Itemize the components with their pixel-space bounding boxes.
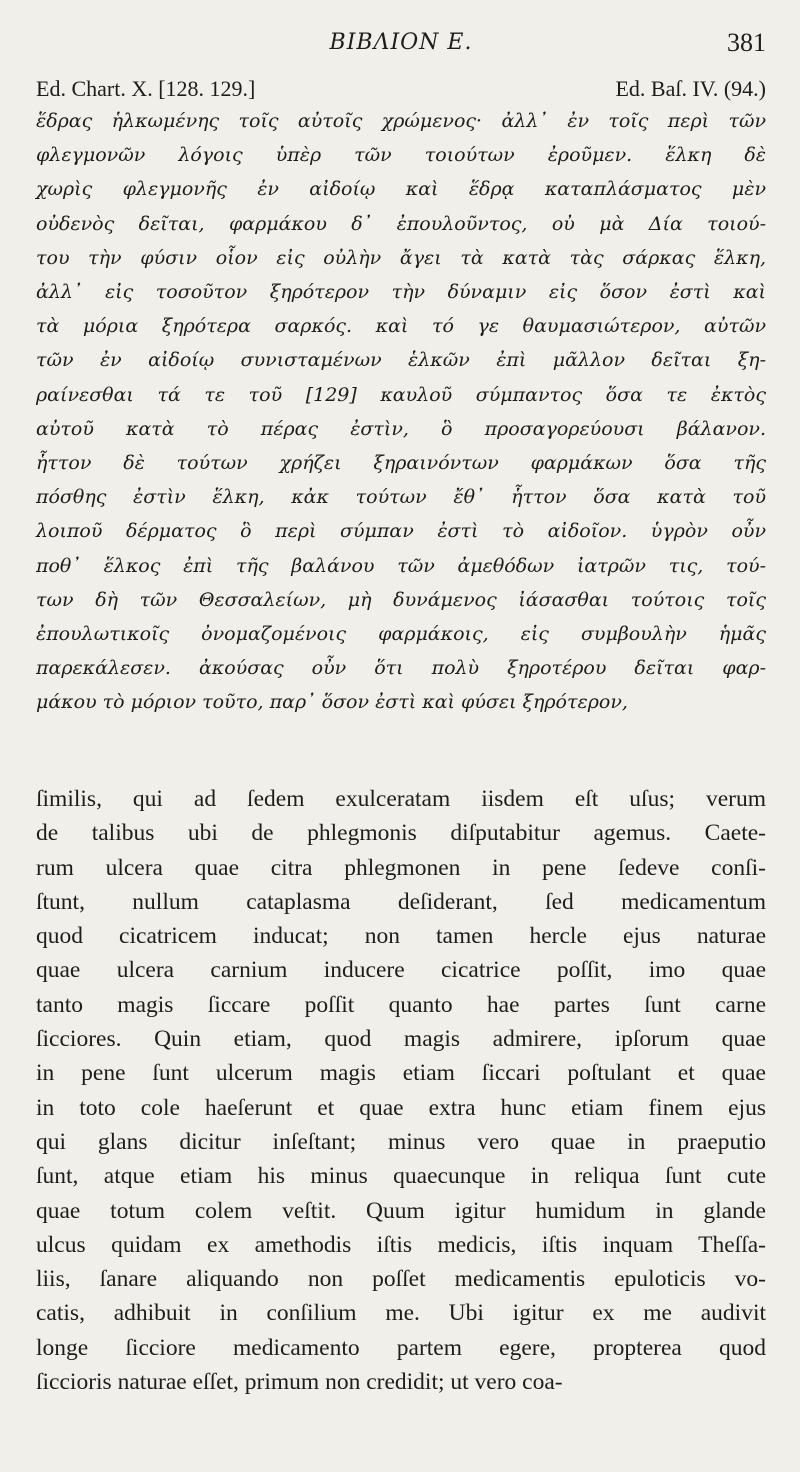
latin-text-line: ſiccioris naturae eſſet, primum non credidit; ut vero coa- — [36, 1369, 563, 1396]
latin-text-line: ſimilis, qui ad ſedem exulceratam iisdem eſt uſus; verum — [36, 786, 766, 812]
latin-text-line: ſtunt, nullum cataplasma deſiderant, ſed medicamentum — [36, 888, 766, 915]
greek-text-line: ραίνεσθαι τά τε τοῦ [129] καυλοῦ σύμπαντος ὅσα τε ἐκτὸς — [36, 383, 766, 406]
edition-basel: Ed. Baſ. IV. (94.) — [615, 76, 766, 101]
book-title: ΒΙΒΛΙΟΝ Ε. — [329, 30, 473, 55]
greek-text-line: αὐτοῦ κατὰ τὸ πέρας ἐστὶν, ὃ προσαγορεύουσι βάλανον. — [36, 417, 766, 440]
latin-text-line: ulcus quidam ex amethodis iſtis medicis, iſtis inquam Theſſa- — [36, 1231, 766, 1258]
latin-text-line: qui glans dicitur inſeſtant; minus vero quae in praeputio — [36, 1128, 766, 1155]
greek-text-line: ἀλλ᾽ εἰς τοσοῦτον ξηρότερον τὴν δύναμιν εἰς ὅσον ἐστὶ καὶ — [36, 281, 766, 304]
latin-text-line: in toto cole haeſerunt et quae extra hunc etiam finem ejus — [36, 1094, 766, 1121]
greek-text-line: ἐπουλωτικοῖς ὀνομαζομένοις φαρμάκοις, εἰς συμβουλὴν ἡμᾶς — [36, 623, 766, 646]
greek-text-block — [36, 104, 766, 720]
latin-text-line: quae totum colem veſtit. Quum igitur humidum in glande — [36, 1197, 766, 1224]
greek-text-line: τῶν ἐν αἰδοίῳ συνισταμένων ἑλκῶν ἐπὶ μᾶλλον δεῖται ξη- — [36, 349, 766, 372]
latin-text-line: ſicciores. Quin etiam, quod magis admirere, ipſorum quae — [36, 1026, 766, 1053]
edition-chartier: Ed. Chart. X. [128. 129.] — [36, 76, 256, 101]
greek-text-line: των δὴ τῶν Θεσσαλείων, μὴ δυνάμενος ἰάσασθαι τούτοις τοῖς — [36, 588, 766, 611]
latin-text-line: ſunt, atque etiam his minus quaecunque in reliqua ſunt cute — [36, 1163, 766, 1190]
greek-text-line: ἧττον δὲ τούτων χρήζει ξηραινόντων φαρμάκων ὅσα τῆς — [36, 452, 766, 475]
latin-text-line: longe ſicciore medicamento partem egere, propterea quod — [36, 1334, 766, 1361]
latin-text-line: rum ulcera quae citra phlegmonen in pene ſedeve conſi- — [36, 854, 766, 881]
greek-text-line: τὰ μόρια ξηρότερα σαρκός. καὶ τό γε θαυμασιώτερον, αὐτῶν — [36, 315, 766, 338]
latin-text-line: catis, adhibuit in conſilium me. Ubi igitur ex me audivit — [36, 1300, 766, 1327]
greek-text-line: οὐδενὸς δεῖται, φαρμάκου δ᾽ ἐπουλοῦντος, οὐ μὰ Δία τοιού- — [36, 212, 766, 235]
latin-text-line: quae ulcera carnium inducere cicatrice poſſit, imo quae — [36, 957, 766, 984]
greek-text-line: φλεγμονῶν λόγοις ὑπὲρ τῶν τοιούτων ἐροῦμεν. ἕλκη δὲ — [36, 144, 766, 167]
greek-text-line: μάκου τὸ μόριον τοῦτο, παρ᾽ ὅσον ἐστὶ καὶ φύσει ξηρότερον, — [36, 691, 628, 714]
running-head — [36, 28, 766, 62]
greek-text-line: του τὴν φύσιν οἷον εἰς οὐλὴν ἄγει τὰ κατὰ τὰς σάρκας ἕλκη, — [36, 246, 766, 269]
latin-text-line: tanto magis ſiccare poſſit quanto hae partes ſunt carne — [36, 991, 766, 1018]
greek-text-line: λοιποῦ δέρματος ὃ περὶ σύμπαν ἐστὶ τὸ αἰδοῖον. ὑγρὸν οὖν — [36, 520, 766, 543]
greek-text-line: παρεκάλεσεν. ἀκούσας οὖν ὅτι πολὺ ξηροτέρου δεῖται φαρ- — [36, 657, 766, 680]
greek-text-line: χωρὶς φλεγμονῆς ἐν αἰδοίῳ καὶ ἕδρᾳ καταπλάσματος μὲν — [36, 178, 766, 201]
greek-text-line: ποθ᾽ ἕλκος ἐπὶ τῆς βαλάνου τῶν ἀμεθόδων ἰατρῶν τις, τού- — [36, 554, 766, 577]
page-number: 381 — [727, 28, 766, 57]
greek-text-line: πόσθης ἐστὶν ἕλκη, κἀκ τούτων ἔθ᾽ ἧττον ὅσα κατὰ τοῦ — [36, 486, 766, 509]
latin-text-line: liis, ſanare aliquando non poſſet medicamentis epuloticis vo- — [36, 1266, 766, 1293]
latin-text-line: quod cicatricem inducat; non tamen hercle ejus naturae — [36, 923, 766, 950]
latin-text-line: de talibus ubi de phlegmonis diſputabitur agemus. Caete- — [36, 820, 766, 847]
greek-text-line: ἕδρας ἡλκωμένης τοῖς αὐτοῖς χρώμενος· ἀλλ᾽ ἐν τοῖς περὶ τῶν — [36, 110, 766, 132]
edition-reference — [36, 76, 766, 106]
latin-text-line: in pene ſunt ulcerum magis etiam ſiccari poſtulant et quae — [36, 1060, 766, 1087]
latin-text-block — [36, 782, 766, 1399]
